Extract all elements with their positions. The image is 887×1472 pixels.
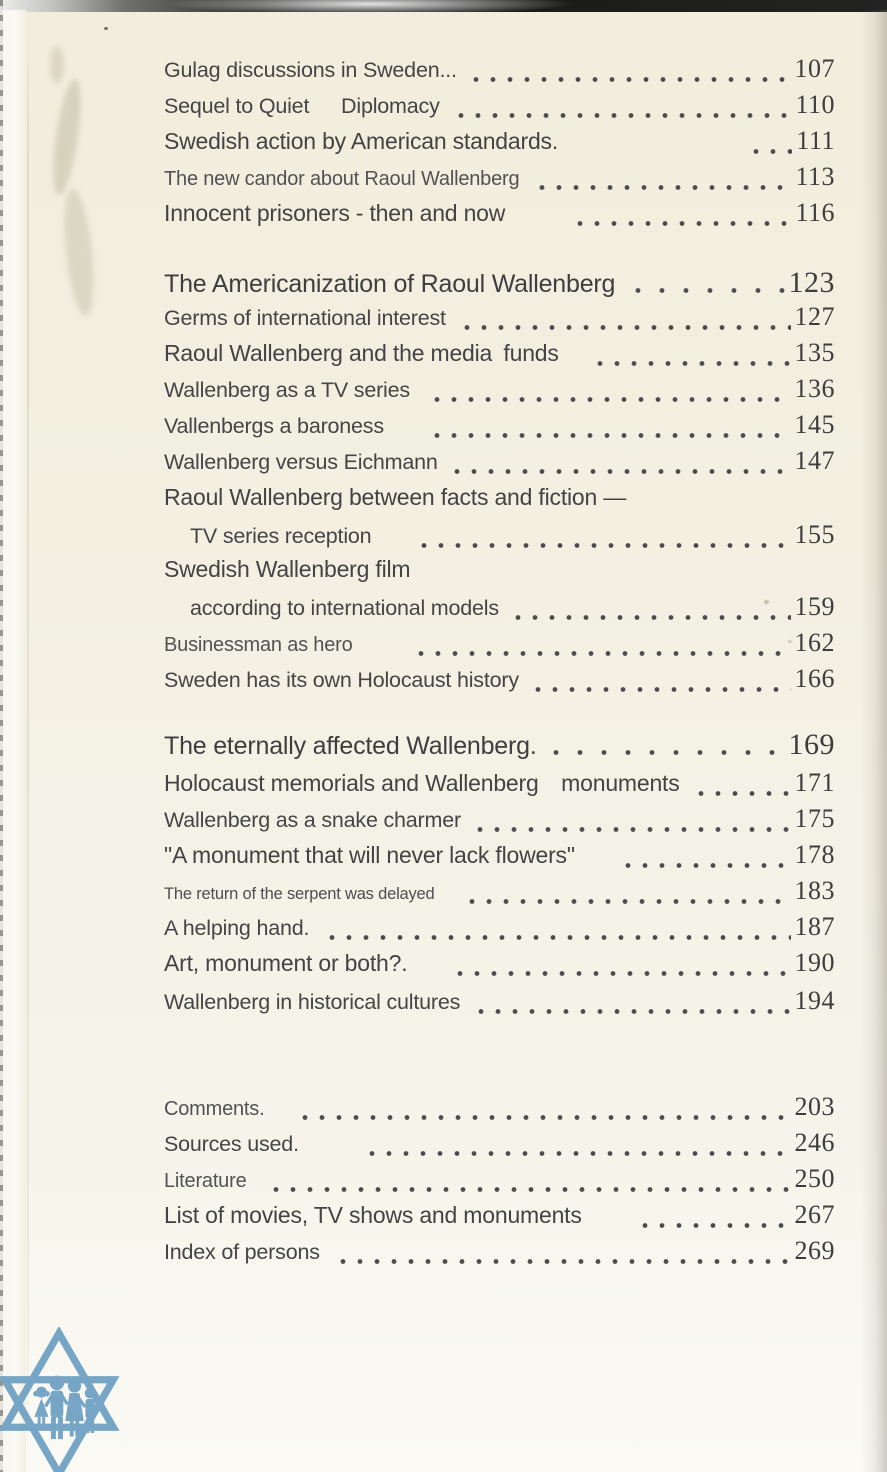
- toc-entry: [164, 1236, 835, 1272]
- leader-gap: [320, 1258, 330, 1259]
- toc-entry: [164, 912, 835, 948]
- dot-leader: [302, 1114, 790, 1121]
- dot-leader: [635, 287, 784, 294]
- toc-entry: [164, 1092, 835, 1128]
- toc-entry-title: Businessman as hero: [164, 634, 353, 656]
- toc-entry-title: Raoul Wallenberg between facts and fiction —: [164, 484, 627, 510]
- toc-entry-title: A helping hand.: [164, 916, 310, 940]
- dot-leader: [473, 76, 791, 83]
- leader-gap: [435, 898, 459, 899]
- smudge-stain: [48, 77, 86, 197]
- dot-leader: [477, 826, 791, 833]
- star-of-david-family-logo: [0, 1327, 121, 1472]
- toc-entry-title: Wallenberg as a snake charmer: [164, 808, 461, 832]
- ink-speck: [104, 27, 108, 30]
- toc-entry: [164, 628, 835, 664]
- toc-entry-title: Swedish action by American standards.: [164, 128, 559, 154]
- dot-leader: [434, 432, 791, 439]
- dot-leader: [454, 468, 791, 475]
- leader-gap: [537, 753, 543, 754]
- toc-entry-title: Wallenberg versus Eichmann: [164, 450, 438, 474]
- toc-entry: [164, 266, 835, 302]
- leader-gap: [615, 291, 625, 292]
- dot-leader: [457, 970, 790, 977]
- toc-entry-page-number: 194: [794, 986, 835, 1015]
- toc-entry-title: Art, monument or both?.: [164, 950, 408, 976]
- leader-gap: [353, 650, 408, 651]
- toc-entry-page-number: 169: [788, 728, 835, 761]
- toc-entry: [164, 54, 835, 90]
- toc-entry-page-number: 110: [795, 90, 835, 119]
- page-left-margin: [0, 10, 26, 1472]
- toc-entry-title: "A monument that will never lack flowers": [164, 842, 575, 868]
- toc-entry-page-number: 111: [796, 126, 835, 155]
- toc-entry-title: Index of persons: [164, 1240, 320, 1264]
- toc-entry: [164, 90, 835, 126]
- leader-gap: [446, 324, 454, 325]
- leader-gap: [438, 468, 444, 469]
- toc-entry-page-number: 159: [794, 592, 835, 621]
- toc-entry-title: Vallenbergs a baroness: [164, 414, 384, 438]
- toc-entry: [164, 556, 835, 592]
- dot-leader: [553, 749, 785, 756]
- toc-entry-title: The new candor about Raoul Wallenberg: [164, 168, 520, 190]
- toc-entry-title: The Americanization of Raoul Wallenberg: [164, 270, 616, 298]
- toc-entry: [164, 948, 835, 984]
- toc-entry-title: Holocaust memorials and Wallenberg monuments: [164, 770, 680, 796]
- toc-entry-page-number: 190: [794, 948, 835, 977]
- dot-leader: [642, 1222, 791, 1229]
- leader-gap: [309, 934, 319, 935]
- toc-entry: [164, 1128, 835, 1164]
- leader-gap: [575, 862, 615, 863]
- dot-leader: [478, 1008, 790, 1015]
- toc-entry-title: according to international models: [190, 596, 499, 620]
- toc-entry-title: Comments.: [164, 1098, 265, 1120]
- dot-leader: [515, 614, 791, 621]
- toc-entry: [164, 876, 835, 912]
- toc-entry-page-number: 123: [788, 266, 835, 299]
- toc-entry: [164, 162, 835, 198]
- table-of-contents: [164, 54, 835, 1272]
- toc-entry-title: The eternally affected Wallenberg.: [164, 732, 537, 760]
- toc-entry: [164, 664, 835, 700]
- smudge-stain: [50, 46, 64, 84]
- toc-entry-title: Gulag discussions in Sweden...: [164, 58, 457, 82]
- toc-entry-page-number: 267: [794, 1200, 835, 1229]
- page-right-shadow: [861, 10, 887, 1472]
- dot-leader: [597, 360, 791, 367]
- dot-leader: [464, 324, 791, 331]
- toc-entry-title: Literature: [164, 1170, 247, 1192]
- dot-leader: [329, 934, 790, 941]
- leader-gap: [559, 360, 587, 361]
- toc-entry-title: Sweden has its own Holocaust history: [164, 668, 519, 692]
- toc-entry: [164, 1200, 835, 1236]
- dot-leader: [418, 650, 791, 657]
- toc-entry: [164, 446, 835, 482]
- toc-entry-page-number: 183: [794, 876, 835, 905]
- leader-gap: [519, 686, 525, 687]
- dot-leader: [539, 184, 791, 191]
- dot-leader: [273, 1186, 791, 1193]
- dot-leader: [625, 862, 791, 869]
- scanner-top-reflection: [165, 0, 575, 15]
- dot-leader: [469, 898, 791, 905]
- scan-left-edge: [0, 0, 3, 1472]
- leader-gap: [558, 148, 743, 149]
- toc-entry-title: Sources used.: [164, 1132, 299, 1156]
- toc-entry-title: The return of the serpent was delayed: [164, 885, 435, 903]
- leader-gap: [499, 614, 505, 615]
- leader-gap: [299, 1150, 359, 1151]
- leader-gap: [410, 396, 424, 397]
- toc-entry-title: Sequel to Quiet Diplomacy: [164, 94, 440, 118]
- leader-gap: [505, 220, 567, 221]
- toc-entry-title: Germs of international interest: [164, 306, 446, 330]
- dot-leader: [340, 1258, 791, 1265]
- leader-gap: [384, 432, 424, 433]
- toc-entry-page-number: 269: [794, 1236, 835, 1265]
- toc-entry-page-number: 178: [794, 840, 835, 869]
- toc-entry: [164, 840, 835, 876]
- toc-entry-page-number: 162: [794, 628, 835, 657]
- dot-leader: [577, 220, 791, 227]
- dot-leader: [753, 148, 792, 155]
- leader-gap: [680, 790, 688, 791]
- toc-entry: [164, 804, 835, 840]
- toc-entry-title: Raoul Wallenberg and the media funds: [164, 340, 559, 366]
- toc-entry: [164, 520, 835, 556]
- dot-leader: [458, 112, 792, 119]
- toc-entry-page-number: 136: [794, 374, 835, 403]
- toc-entry-page-number: 250: [794, 1164, 835, 1193]
- toc-entry-page-number: 127: [794, 302, 835, 331]
- toc-entry: [164, 768, 835, 804]
- toc-entry-page-number: 145: [794, 410, 835, 439]
- leader-gap: [407, 970, 447, 971]
- toc-entry-title: Wallenberg in historical cultures: [164, 990, 461, 1014]
- toc-entry-page-number: 246: [794, 1128, 835, 1157]
- page-crease-line: [27, 16, 29, 1472]
- toc-entry: [164, 374, 835, 410]
- toc-entry: [164, 126, 835, 162]
- toc-entry-title: Swedish Wallenberg film: [164, 556, 411, 582]
- toc-entry-page-number: 171: [794, 768, 835, 797]
- leader-gap: [582, 1222, 632, 1223]
- leader-gap: [461, 826, 467, 827]
- toc-entry: [164, 986, 835, 1022]
- toc-entry-page-number: 166: [794, 664, 835, 693]
- toc-entry: [164, 484, 835, 520]
- dot-leader: [698, 790, 791, 797]
- toc-entry-title: List of movies, TV shows and monuments: [164, 1202, 582, 1228]
- toc-entry-page-number: 116: [795, 198, 835, 227]
- leader-gap: [457, 76, 463, 77]
- dot-leader: [421, 542, 790, 549]
- leader-gap: [519, 184, 529, 185]
- dot-leader: [434, 396, 791, 403]
- toc-entry: [164, 302, 835, 338]
- toc-entry: [164, 198, 835, 234]
- dot-leader: [369, 1150, 791, 1157]
- dot-leader: [535, 686, 791, 693]
- toc-entry-page-number: 113: [795, 162, 835, 191]
- toc-entry-page-number: 107: [794, 54, 835, 83]
- toc-entry-page-number: 155: [794, 520, 835, 549]
- toc-entry: [164, 410, 835, 446]
- toc-entry-page-number: 147: [794, 446, 835, 475]
- toc-entry: [164, 338, 835, 374]
- smudge-stain: [59, 187, 98, 317]
- toc-entry-title: Innocent prisoners - then and now: [164, 200, 506, 226]
- toc-entry: [164, 1164, 835, 1200]
- toc-entry-page-number: 175: [794, 804, 835, 833]
- toc-entry-title: Wallenberg as a TV series: [164, 378, 410, 402]
- toc-entry-page-number: 187: [794, 912, 835, 941]
- leader-gap: [440, 112, 448, 113]
- toc-entry-title: TV series reception: [190, 524, 372, 548]
- toc-entry: [164, 728, 835, 764]
- toc-entry-page-number: 203: [794, 1092, 835, 1121]
- toc-entry-page-number: 135: [794, 338, 835, 367]
- toc-entry: [164, 592, 835, 628]
- leader-gap: [247, 1186, 263, 1187]
- leader-gap: [264, 1114, 292, 1115]
- leader-gap: [460, 1008, 468, 1009]
- leader-gap: [371, 542, 411, 543]
